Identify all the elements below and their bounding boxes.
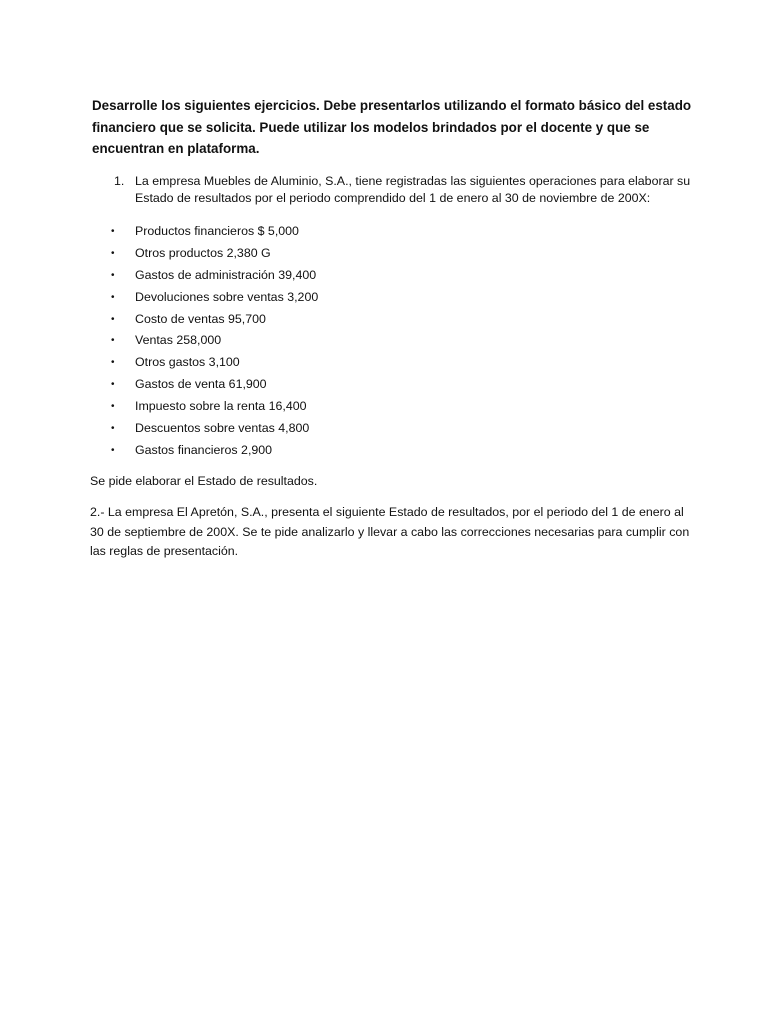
list-item <box>111 265 611 287</box>
list-item-label: Ventas 258,000 <box>135 333 222 348</box>
list-item <box>111 309 611 331</box>
list-item <box>111 330 611 352</box>
bullet-icon: • <box>111 335 115 347</box>
bullet-icon: • <box>111 379 115 391</box>
exercise-1 <box>114 173 714 207</box>
instructions-paragraph: Desarrolle los siguientes ejercicios. Debe presentarlos utilizando el formato básico del estado financiero que se solicita. Puede utilizar los modelos brindados por el docente y que se encuentran en plataforma. <box>92 98 692 156</box>
bullet-icon: • <box>111 423 115 435</box>
exercise-1-request: Se pide elaborar el Estado de resultados. <box>90 474 318 488</box>
bullet-icon: • <box>111 226 115 237</box>
bullet-icon: • <box>111 444 115 456</box>
list-item <box>111 221 611 243</box>
list-item <box>111 440 611 462</box>
list-item <box>111 374 611 396</box>
list-item-label: Costo de ventas 95,700 <box>135 311 266 326</box>
exercise-2-statement: 2.- La empresa El Apretón, S.A., presenta el siguiente Estado de resultados, por el periodo del 1 de enero al 30 de septiembre de 200X. Se te pide analizarlo y llevar a cabo las correcciones necesarias para cumplir con las reglas de presentación. <box>90 505 690 558</box>
list-item-label: Productos financieros $ 5,000 <box>135 224 299 238</box>
bullet-icon: • <box>111 291 115 303</box>
bullet-icon: • <box>111 247 115 259</box>
bullet-icon: • <box>111 313 115 325</box>
list-item-label: Devoluciones sobre ventas 3,200 <box>135 289 319 304</box>
list-item <box>111 243 611 265</box>
list-item-label: Otros productos 2,380 G <box>135 245 271 260</box>
bullet-icon: • <box>111 357 115 369</box>
list-item-label: Gastos de venta 61,900 <box>135 377 267 392</box>
list-item-label: Descuentos sobre ventas 4,800 <box>135 421 310 436</box>
exercise-1-statement: La empresa Muebles de Aluminio, S.A., tiene registradas las siguientes operaciones para elaborar su Estado de resultados por el periodo comprendido del 1 de enero al 30 de noviembre de 200X: <box>135 174 691 205</box>
list-item-label: Otros gastos 3,100 <box>135 355 240 370</box>
bullet-icon: • <box>111 401 115 413</box>
list-item <box>111 352 611 374</box>
exercise-1-number: 1. <box>114 174 125 188</box>
list-item <box>111 396 611 418</box>
operations-list <box>111 221 611 462</box>
list-item-label: Gastos financieros 2,900 <box>135 442 273 457</box>
bullet-icon: • <box>111 269 115 281</box>
list-item-label: Gastos de administración 39,400 <box>135 267 317 282</box>
list-item <box>111 287 611 309</box>
list-item-label: Impuesto sobre la renta 16,400 <box>135 399 307 414</box>
list-item <box>111 418 611 440</box>
